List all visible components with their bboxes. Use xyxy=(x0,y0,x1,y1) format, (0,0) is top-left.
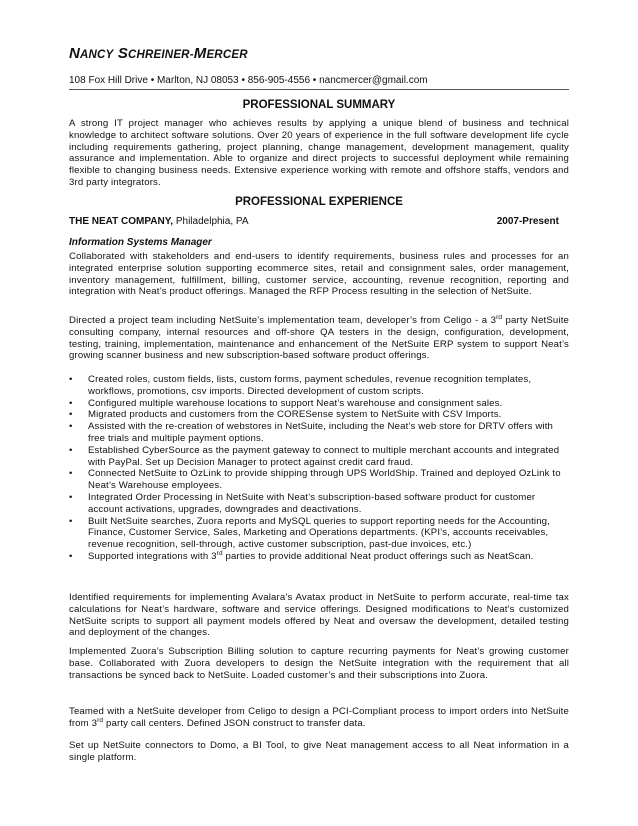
list-item: • Created roles, custom fields, lists, custom forms, payment schedules, revenue recognition templates, workflows, promotions, csv imports. Directed development of custom scripts. xyxy=(69,374,532,397)
p2-text-a: Directed a project team including NetSuite’s implementation team, developer’s from Celigo - a 3 xyxy=(69,315,497,326)
name-last-rest: CHREINER- xyxy=(128,49,194,61)
experience-paragraph-3: Identified requirements for implementing Avalara’s Avatax product in NetSuite to perform accurate, real-time tax calculations for Neat’s hardware, software and service offerings. Designed modifications to Neat’s customized NetSuite scripts to support all payment models offered by Neat and oversaw the development, detailed testing and deployment of the changes. xyxy=(69,592,569,639)
bullet-icon: • xyxy=(69,491,73,503)
p2-superscript: rd xyxy=(496,314,503,321)
name-last-rest-2: ERCER xyxy=(206,49,248,61)
bullet-icon: • xyxy=(69,550,73,562)
company-name: THE NEAT COMPANY, xyxy=(69,216,174,227)
experience-paragraph-2 xyxy=(69,315,569,362)
list-item: • Configured multiple warehouse locations to support Neat’s warehouse and consignment sales. xyxy=(69,397,503,409)
contact-line: 108 Fox Hill Drive • Marlton, NJ 08053 • 856-905-4556 • nancmercer@gmail.com xyxy=(69,75,428,86)
experience-paragraph-4: Implemented Zuora’s Subscription Billing solution to capture recurring payments for Neat’s growing customer base. Collaborated with Zuora developers to design the NetSuite integration with the requirement that all transactions be synced back to NetSuite. Loaded customer’s and their subscriptions into Zuora. xyxy=(69,646,569,681)
name-first-rest: ANCY xyxy=(80,49,114,61)
name-initial: N xyxy=(69,45,81,62)
experience-paragraph-6: Set up NetSuite connectors to Domo, a BI Tool, to give Neat management access to all Neat information in a single platform. xyxy=(69,740,569,763)
name-last-initial-2: M xyxy=(193,45,207,62)
header-divider xyxy=(69,89,569,90)
responsibility-list xyxy=(69,374,569,563)
bullet-icon: • xyxy=(69,515,73,527)
job-role: Information Systems Manager xyxy=(69,237,212,248)
candidate-name xyxy=(69,45,248,62)
bullet-icon: • xyxy=(69,444,73,456)
p5-text-b: party call centers. Defined JSON construct to transfer data. xyxy=(103,717,366,729)
job-line xyxy=(69,216,559,227)
bullet-icon: • xyxy=(69,409,73,421)
summary-text: A strong IT project manager who achieves results by applying a unique blend of business and technical knowledge to architect software solutions. Over 20 years of experience in the full software development life cycle including requirements gathering, project planning, change management, development management, quality assurance and implementation. Able to organize and direct projects to successful deployment while remaining flexible to changing business needs. Extensive experience working with remote and offshore staffs, vendors and 3rd party integrators. xyxy=(69,118,569,188)
bullet-icon: • xyxy=(69,374,73,385)
name-last-initial: S xyxy=(117,45,129,62)
experience-paragraph-5 xyxy=(69,706,569,730)
list-item: • Built NetSuite searches, Zuora reports and MySQL queries to support reporting needs for the Accounting, Finance, Customer Service, Sales, Marketing and Operations departments. (KPI’s, accounts receivables, revenue recognition, sell-through, active customer subscription, past-due invoices, etc.) xyxy=(69,515,550,551)
experience-paragraph-1: Collaborated with stakeholders and end-users to identify requirements, business rules and processes for an integrated enterprise solution supporting ecommerce sites, retail and consignment sales, order management, inventory management, fulfillment, billing, customer service, accounting, revenue recognition, reporting and integration with Neat’s product offerings. Managed the RFP Process resulting in the selection of NetSuite. xyxy=(69,251,569,298)
list-item: • Established CyberSource as the payment gateway to connect to multiple merchant accounts and integrated with PayPal. Set up Decision Manager to protect against credit card fraud. xyxy=(69,444,560,468)
list-item: • Connected NetSuite to OzLink to provide shipping through UPS WorldShip. Trained and deployed OzLink to Neat’s Warehouse employees. xyxy=(69,468,561,492)
bullet-icon: • xyxy=(69,421,73,433)
experience-heading: PROFESSIONAL EXPERIENCE xyxy=(235,196,403,208)
bullet-icon: • xyxy=(69,397,73,409)
list-item: • Migrated products and customers from the CORESense system to NetSuite with CSV Imports. xyxy=(69,409,502,421)
p5-superscript: rd xyxy=(97,716,104,724)
list-item: • Supported integrations with 3rd parties to provide additional Neat product offerings such as NeatScan. xyxy=(69,549,534,562)
summary-heading: PROFESSIONAL SUMMARY xyxy=(242,99,396,111)
p5-text-a: Teamed with a NetSuite developer from Celigo to design a PCI-Compliant process to import orders into NetSuite from 3 xyxy=(69,706,569,729)
list-item: • Integrated Order Processing in NetSuite with Neat’s subscription-based software product for customer account activations, upgrades, downgrades and deactivations. xyxy=(69,491,536,515)
p2-text-b: party NetSuite consulting company, internal resources and off-shore QA testers in the design, configuration, development, testing, training, implementation, maintenance and enhancement of the NetSuite ERP system to support Neat’s growing scanner business and new subscription-based software product offerings. xyxy=(69,315,569,362)
bullet-icon: • xyxy=(69,468,73,480)
job-dates: 2007-Present xyxy=(496,216,559,227)
company-location: Philadelphia, PA xyxy=(173,216,249,227)
list-item: • Assisted with the re-creation of webstores in NetSuite, including the Neat’s web store for DRTV offers with free trials and multiple payment options. xyxy=(69,421,554,444)
